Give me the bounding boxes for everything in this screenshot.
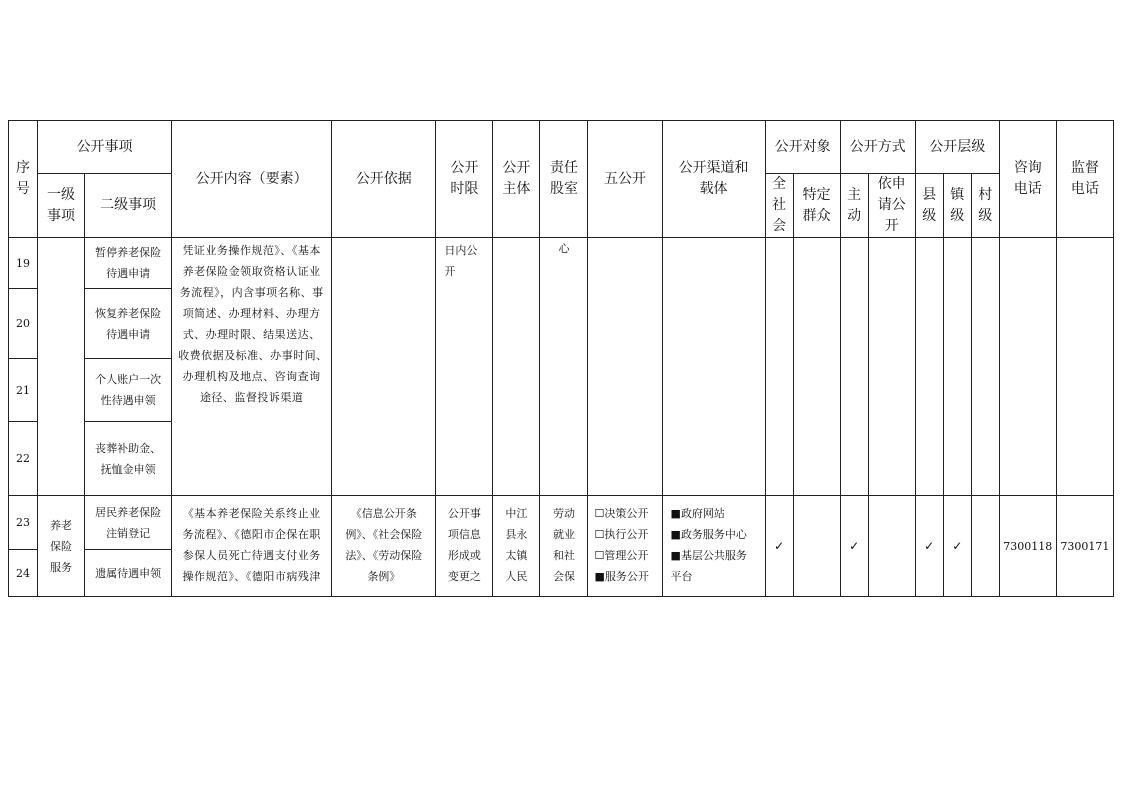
seq-cell: 21	[9, 359, 38, 422]
seq-cell: 24	[9, 550, 38, 597]
target-group-cell	[793, 496, 840, 597]
header-seq: 序号	[9, 121, 38, 238]
header-dept: 责任股室	[540, 121, 588, 238]
header-five-open: 五公开	[588, 121, 662, 238]
header-basis: 公开依据	[332, 121, 436, 238]
basis-cell	[332, 238, 436, 496]
channel-cell	[662, 238, 765, 496]
header-subject: 公开主体	[493, 121, 540, 238]
checkmark-icon: ✓	[952, 538, 963, 553]
method-active-cell	[840, 496, 868, 597]
supervise-phone-cell: 7300171	[1056, 496, 1113, 597]
subject-cell: 中江 县永 太镇 人民	[493, 496, 540, 597]
level1-cell: 养老 保险 服务	[38, 496, 85, 597]
header-method-active: 主动	[840, 174, 868, 238]
header-method: 公开方式	[840, 121, 915, 174]
seq-cell: 19	[9, 238, 38, 289]
checkbox-icon: ☐	[594, 549, 605, 562]
seq-cell: 20	[9, 289, 38, 359]
five-open-item: ☐执行公开	[594, 528, 649, 541]
content-cell: 《基本养老保险关系终止业 务流程》、《德阳市企保在职 参保人员死亡待遇支付业务 操作规范》、《德阳市病残津	[172, 496, 332, 597]
checkmark-icon: ✓	[849, 538, 860, 553]
checkbox-icon: ☐	[594, 528, 605, 541]
header-channel: 公开渠道和载体	[662, 121, 765, 238]
header-method-apply: 依申请公开	[868, 174, 915, 238]
supervise-phone-cell	[1056, 238, 1113, 496]
dept-cell: 劳动 就业 和社 会保	[540, 496, 588, 597]
level-village-cell	[971, 238, 999, 496]
header-content: 公开内容（要素）	[172, 121, 332, 238]
header-target: 公开对象	[765, 121, 840, 174]
header-level-town: 镇级	[943, 174, 971, 238]
five-open-item: ☐决策公开	[594, 507, 649, 520]
seq-cell: 22	[9, 422, 38, 496]
content-cell: 凭证业务操作规范》、《基本 养老保险金领取资格认证业 务流程》，内含事项名称、事 项简述、办理材料、办理方 式、办理时限、结果送达、 收费依据及标准、办事时间、 办理机构及地点、咨询查询 途径、监督投诉渠道	[172, 238, 332, 496]
consult-phone-cell: 7300118	[999, 496, 1056, 597]
checkbox-icon: ☐	[594, 507, 605, 520]
five-open-item: ■服务公开	[594, 570, 649, 583]
checkbox-filled-icon: ■	[670, 549, 681, 562]
time-limit-cell: 公开事 项信息 形成或 变更之	[436, 496, 493, 597]
target-all-cell	[765, 238, 793, 496]
target-group-cell	[793, 238, 840, 496]
channel-item: ■政府网站	[670, 507, 725, 520]
header-target-group: 特定群众	[793, 174, 840, 238]
method-active-cell	[840, 238, 868, 496]
subject-cell	[493, 238, 540, 496]
level-village-cell	[971, 496, 999, 597]
seq-cell: 23	[9, 496, 38, 550]
five-open-item: ☐管理公开	[594, 549, 649, 562]
header-level: 公开层级	[915, 121, 999, 174]
basis-cell: 《信息公开条 例》、《社会保险 法》、《劳动保险 条例》	[332, 496, 436, 597]
five-open-cell	[588, 496, 662, 597]
channel-cell	[662, 496, 765, 597]
item-cell: 丧葬补助金、 抚恤金申领	[85, 422, 172, 496]
level-county-cell	[915, 238, 943, 496]
item-cell: 个人账户一次 性待遇申领	[85, 359, 172, 422]
channel-item: ■基层公共服务	[670, 549, 747, 562]
level-county-cell	[915, 496, 943, 597]
header-supervise-phone: 监督电话	[1056, 121, 1113, 238]
channel-item: ■政务服务中心	[670, 528, 747, 541]
consult-phone-cell	[999, 238, 1056, 496]
checkbox-filled-icon: ■	[670, 507, 681, 520]
header-level2: 二级事项	[85, 174, 172, 238]
level-town-cell	[943, 238, 971, 496]
header-time-limit: 公开时限	[436, 121, 493, 238]
method-apply-cell	[868, 496, 915, 597]
header-public-item: 公开事项	[38, 121, 172, 174]
channel-item: 平台	[670, 570, 693, 583]
method-apply-cell	[868, 238, 915, 496]
checkmark-icon: ✓	[774, 538, 785, 553]
checkbox-filled-icon: ■	[594, 570, 605, 583]
checkmark-icon: ✓	[924, 538, 935, 553]
item-cell: 恢复养老保险 待遇申请	[85, 289, 172, 359]
dept-cell: 心	[540, 238, 588, 496]
item-cell: 遗属待遇申领	[85, 550, 172, 597]
time-limit-cell: 日内公 开	[436, 238, 493, 496]
checkbox-filled-icon: ■	[670, 528, 681, 541]
disclosure-table	[8, 120, 1114, 597]
header-level-village: 村级	[971, 174, 999, 238]
five-open-cell	[588, 238, 662, 496]
item-cell: 暂停养老保险 待遇申请	[85, 238, 172, 289]
header-consult-phone: 咨询电话	[999, 121, 1056, 238]
level1-cell	[38, 238, 85, 496]
target-all-cell	[765, 496, 793, 597]
item-cell: 居民养老保险 注销登记	[85, 496, 172, 550]
header-level1: 一级事项	[38, 174, 85, 238]
header-level-county: 县级	[915, 174, 943, 238]
header-target-all: 全社会	[765, 174, 793, 238]
level-town-cell	[943, 496, 971, 597]
